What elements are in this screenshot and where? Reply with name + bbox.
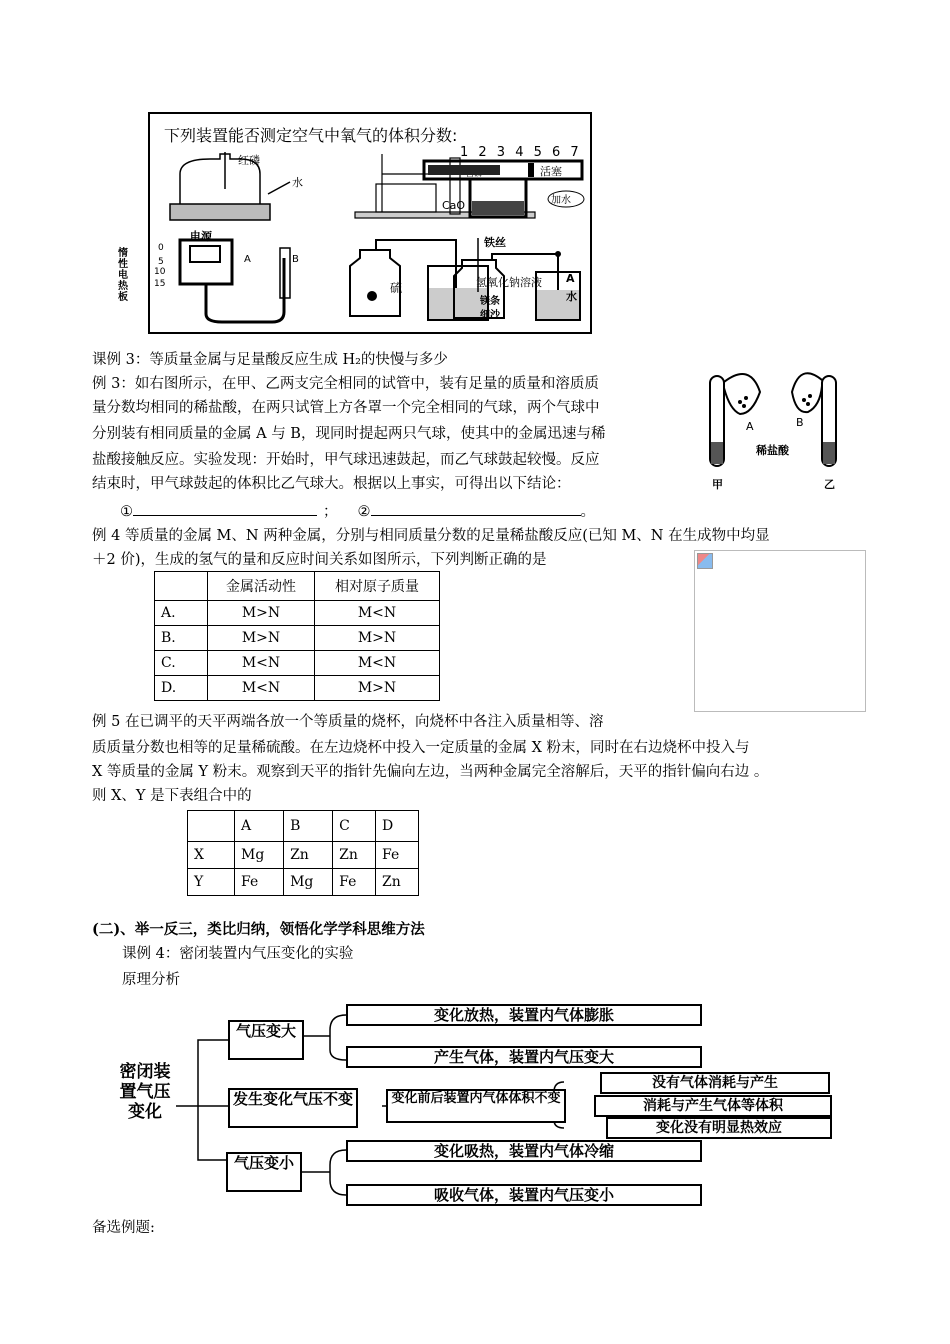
- ex4-th-mass: 相对原子质量: [314, 572, 439, 601]
- blank-end: 。: [580, 504, 595, 520]
- node-unchanged-item-3: 变化没有明显热效应: [606, 1117, 832, 1139]
- label-a: A: [244, 254, 251, 265]
- broken-image-icon: [697, 553, 713, 569]
- ex4-table-header: [155, 572, 440, 601]
- label-power: 电源: [190, 230, 212, 243]
- ex4-option: D.: [155, 676, 208, 701]
- ex4-option: C.: [155, 651, 208, 676]
- ex5-line-1: 例 5 在已调平的天平两端各放一个等质量的烧杯，向烧杯中各注入质量相等、溶: [92, 714, 604, 730]
- label-fine-sand: 细沙: [480, 310, 500, 321]
- table-row[interactable]: [155, 601, 440, 626]
- node-unchanged-item-2: 消耗与产生气体等体积: [594, 1095, 832, 1117]
- ex5-table: [187, 810, 419, 896]
- ex4-activity: M<N: [208, 651, 315, 676]
- ex5-line-2: 质质量分数也相等的足量稀硫酸。在左边烧杯中投入一定质量的金属 X 粉末，同时在右边烧杯中投入与: [92, 740, 750, 756]
- label-water: 水: [292, 176, 303, 189]
- apparatus-6: [440, 232, 584, 326]
- footer-label: 备选例题:: [92, 1220, 155, 1236]
- label-scale: 1 2 3 4 5 6 7: [460, 145, 582, 160]
- figure-title: 下列装置能否测定空气中氧气的体积分数:: [164, 126, 458, 145]
- ex5-cell: Fe: [376, 842, 419, 869]
- ex4-mass: M<N: [314, 651, 439, 676]
- ex5-cell: Mg: [284, 869, 333, 896]
- table-row[interactable]: [155, 651, 440, 676]
- answer-blank-1[interactable]: [133, 500, 317, 516]
- label-add-water: 加水: [551, 195, 571, 206]
- node-pressure-unchanged: 发生变化气压不变: [228, 1088, 358, 1128]
- lesson3-heading: 课例 3：等质量金属与足量酸反应生成 H₂的快慢与多少: [92, 352, 448, 368]
- blank-2-marker: ②: [357, 504, 371, 520]
- ex4-line-2: ＋2 价)，生成的氢气的量和反应时间关系如图所示，下列判断正确的是: [92, 552, 547, 568]
- label-cao: CaO: [442, 199, 466, 212]
- ex5-th-blank: [188, 811, 235, 842]
- table-row: [188, 842, 419, 869]
- ex5-cell: Fe: [235, 869, 284, 896]
- ex3-blanks: [120, 500, 595, 522]
- ex5-cell: Y: [188, 869, 235, 896]
- ex4-mass: M<N: [314, 601, 439, 626]
- answer-blank-2[interactable]: [371, 500, 581, 516]
- ex5-th-c: C: [333, 811, 376, 842]
- label-iron-wire: 铁丝: [484, 236, 506, 249]
- ex3-line-3: 分别装有相同质量的金属 A 与 B，现同时提起两只气球，使其中的金属迅速与稀: [92, 426, 606, 442]
- ex4-line-1: 例 4 等质量的金属 M、N 两种金属，分别与相同质量分数的足量稀盐酸反应(已知 M、N 在生成物中均显: [92, 528, 770, 544]
- blank-separator: ；: [323, 504, 338, 520]
- ex4-graph-placeholder: [694, 550, 866, 712]
- principle-heading: 原理分析: [122, 972, 180, 988]
- ex4-activity: M>N: [208, 601, 315, 626]
- table-row: [188, 869, 419, 896]
- ex5-cell: X: [188, 842, 235, 869]
- label-water-right: 水: [566, 290, 577, 303]
- label-tick-10: 10: [154, 267, 166, 277]
- label-b: B: [292, 254, 299, 265]
- node-unchanged-mid: 变化前后装置内气体体积不变: [386, 1089, 566, 1123]
- table-row[interactable]: [155, 676, 440, 701]
- label-inert-electrode: 惰性电热板: [118, 248, 128, 303]
- ex4-activity: M>N: [208, 626, 315, 651]
- tube-label-yi: 乙: [824, 478, 835, 491]
- node-pressure-increase: 气压变大: [228, 1020, 304, 1060]
- tube-label-b: B: [796, 416, 804, 429]
- lesson4-heading: 课例 4：密闭装置内气压变化的实验: [122, 946, 354, 962]
- label-tick-5: 5: [158, 257, 164, 267]
- test-tubes-figure: [700, 362, 852, 494]
- node-unchanged-item-1: 没有气体消耗与产生: [600, 1072, 830, 1094]
- ex4-mass: M>N: [314, 626, 439, 651]
- ex3-line-1: 例 3：如右图所示，在甲、乙两支完全相同的试管中，装有足量的质量和溶质质: [92, 376, 599, 392]
- ex4-table: [154, 571, 440, 701]
- ex3-line-4: 盐酸接触反应。实验发现：开始时，甲气球迅速鼓起，而乙气球鼓起较慢。反应: [92, 452, 600, 468]
- tube-label-acid: 稀盐酸: [756, 444, 789, 457]
- node-pressure-decrease: 气压变小: [226, 1152, 302, 1192]
- label-tick-15: 15: [154, 279, 166, 289]
- ex5-cell: Zn: [333, 842, 376, 869]
- ex4-activity: M<N: [208, 676, 315, 701]
- section2-heading: (二)、举一反三，类比归纳，领悟化学学科思维方法: [92, 921, 425, 938]
- label-red-phosphorus: 红磷: [238, 154, 260, 167]
- ex5-cell: Zn: [284, 842, 333, 869]
- ex5-line-4: 则 X、Y 是下表组合中的: [92, 788, 252, 804]
- blank-1-marker: ①: [120, 504, 133, 520]
- node-decrease-item-1: 变化吸热，装置内气体冷缩: [346, 1140, 702, 1162]
- tube-label-jia: 甲: [712, 478, 723, 491]
- ex5-cell: Mg: [235, 842, 284, 869]
- tube-label-a: A: [746, 420, 754, 433]
- ex5-cell: Fe: [333, 869, 376, 896]
- ex5-th-b: B: [284, 811, 333, 842]
- label-naoh: 氢氧化钠溶液: [476, 276, 542, 289]
- label-sulfur: 硫: [390, 281, 403, 295]
- label-mg-ribbon: 镁条: [480, 296, 500, 307]
- ex5-th-a: A: [235, 811, 284, 842]
- ex4-mass: M>N: [314, 676, 439, 701]
- ex5-line-3: X 等质量的金属 Y 粉末。观察到天平的指针先偏向左边，当两种金属完全溶解后，天平的指针偏向右边 。: [92, 764, 769, 780]
- node-decrease-item-2: 吸收气体，装置内气压变小: [346, 1184, 702, 1206]
- ex5-table-header: [188, 811, 419, 842]
- label-piston: 活塞: [540, 165, 562, 178]
- label-tick-0: 0: [158, 243, 164, 253]
- label-a-right: A: [566, 272, 575, 285]
- apparatus-4: [152, 228, 302, 328]
- ex4-th-activity: 金属活动性: [208, 572, 315, 601]
- ex4-option: B.: [155, 626, 208, 651]
- node-increase-item-1: 变化放热，装置内气体膨胀: [346, 1004, 702, 1026]
- ex4-th-blank: [155, 572, 208, 601]
- label-white-phosphorus: 白磷: [504, 165, 526, 178]
- node-increase-item-2: 产生气体，装置内气压变大: [346, 1046, 702, 1068]
- ex3-line-2: 量分数均相同的稀盐酸，在两只试管上方各罩一个完全相同的气球，两个气球中: [92, 400, 600, 416]
- mindmap-root: 密闭装置气压变化: [119, 1062, 171, 1122]
- ex4-option: A.: [155, 601, 208, 626]
- ex5-th-d: D: [376, 811, 419, 842]
- ex5-cell: Zn: [376, 869, 419, 896]
- apparatus-3: [420, 145, 586, 225]
- ex3-line-5: 结束时，甲气球鼓起的体积比乙气球大。根据以上事实，可得出以下结论：: [92, 476, 571, 492]
- table-row[interactable]: [155, 626, 440, 651]
